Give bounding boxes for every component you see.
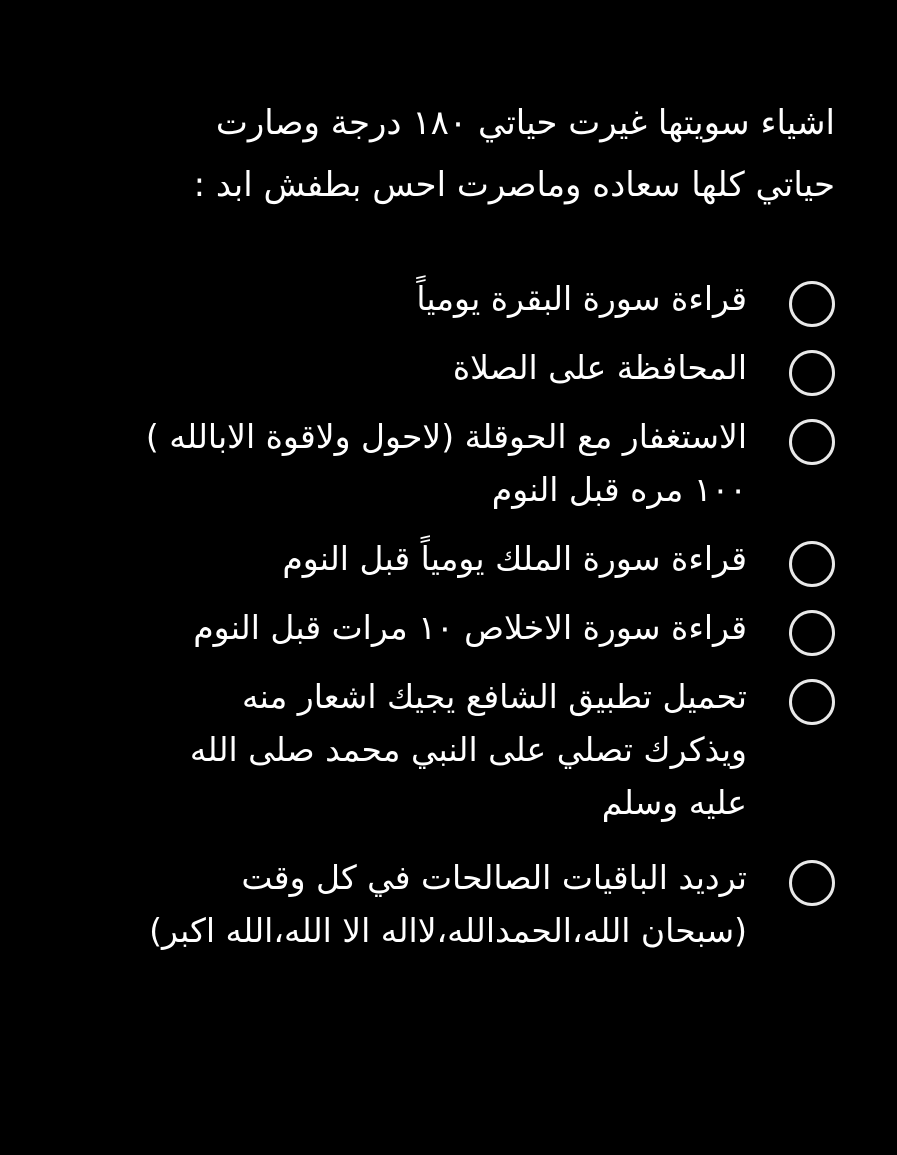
- circle-outline-icon[interactable]: [789, 860, 835, 906]
- item-text: المحافظة على الصلاة: [452, 348, 747, 387]
- checklist-item-5: [35, 601, 835, 654]
- item-text: قراءة سورة الملك يومياً قبل النوم: [282, 539, 747, 578]
- checklist-item-2: [35, 341, 835, 394]
- checklist-item-6: [35, 670, 835, 829]
- item-text: قراءة سورة الاخلاص ١٠ مرات قبل النوم: [193, 608, 747, 647]
- checklist: [35, 272, 835, 957]
- item-text-continued: ١٠٠ مره قبل النوم: [491, 470, 747, 509]
- item-text: قراءة سورة البقرة يومياً: [416, 279, 747, 318]
- item-text-continued: ويذكرك تصلي على النبي محمد صلى الله: [189, 730, 747, 769]
- intro-line-2: حياتي كلها سعاده وماصرت احس بطفش ابد :: [193, 165, 835, 205]
- checklist-item-3: [35, 410, 835, 516]
- circle-outline-icon[interactable]: [789, 350, 835, 396]
- checklist-item-7: [35, 851, 835, 957]
- intro-text: [55, 92, 835, 216]
- item-text: الاستغفار مع الحوقلة (لاحول ولاقوة الابالله ): [145, 417, 747, 456]
- checklist-item-4: [35, 532, 835, 585]
- circle-outline-icon[interactable]: [789, 419, 835, 465]
- item-text: ترديد الباقيات الصالحات في كل وقت: [241, 858, 747, 897]
- item-text: تحميل تطبيق الشافع يجيك اشعار منه: [241, 677, 747, 716]
- item-text-continued: عليه وسلم: [601, 783, 747, 822]
- checklist-item-1: [35, 272, 835, 325]
- circle-outline-icon[interactable]: [789, 541, 835, 587]
- circle-outline-icon[interactable]: [789, 281, 835, 327]
- item-text-continued: (سبحان الله،الحمدالله،لااله الا الله،الله اكبر): [149, 911, 747, 950]
- circle-outline-icon[interactable]: [789, 610, 835, 656]
- intro-line-1: اشياء سويتها غيرت حياتي ١٨٠ درجة وصارت: [215, 103, 835, 143]
- circle-outline-icon[interactable]: [789, 679, 835, 725]
